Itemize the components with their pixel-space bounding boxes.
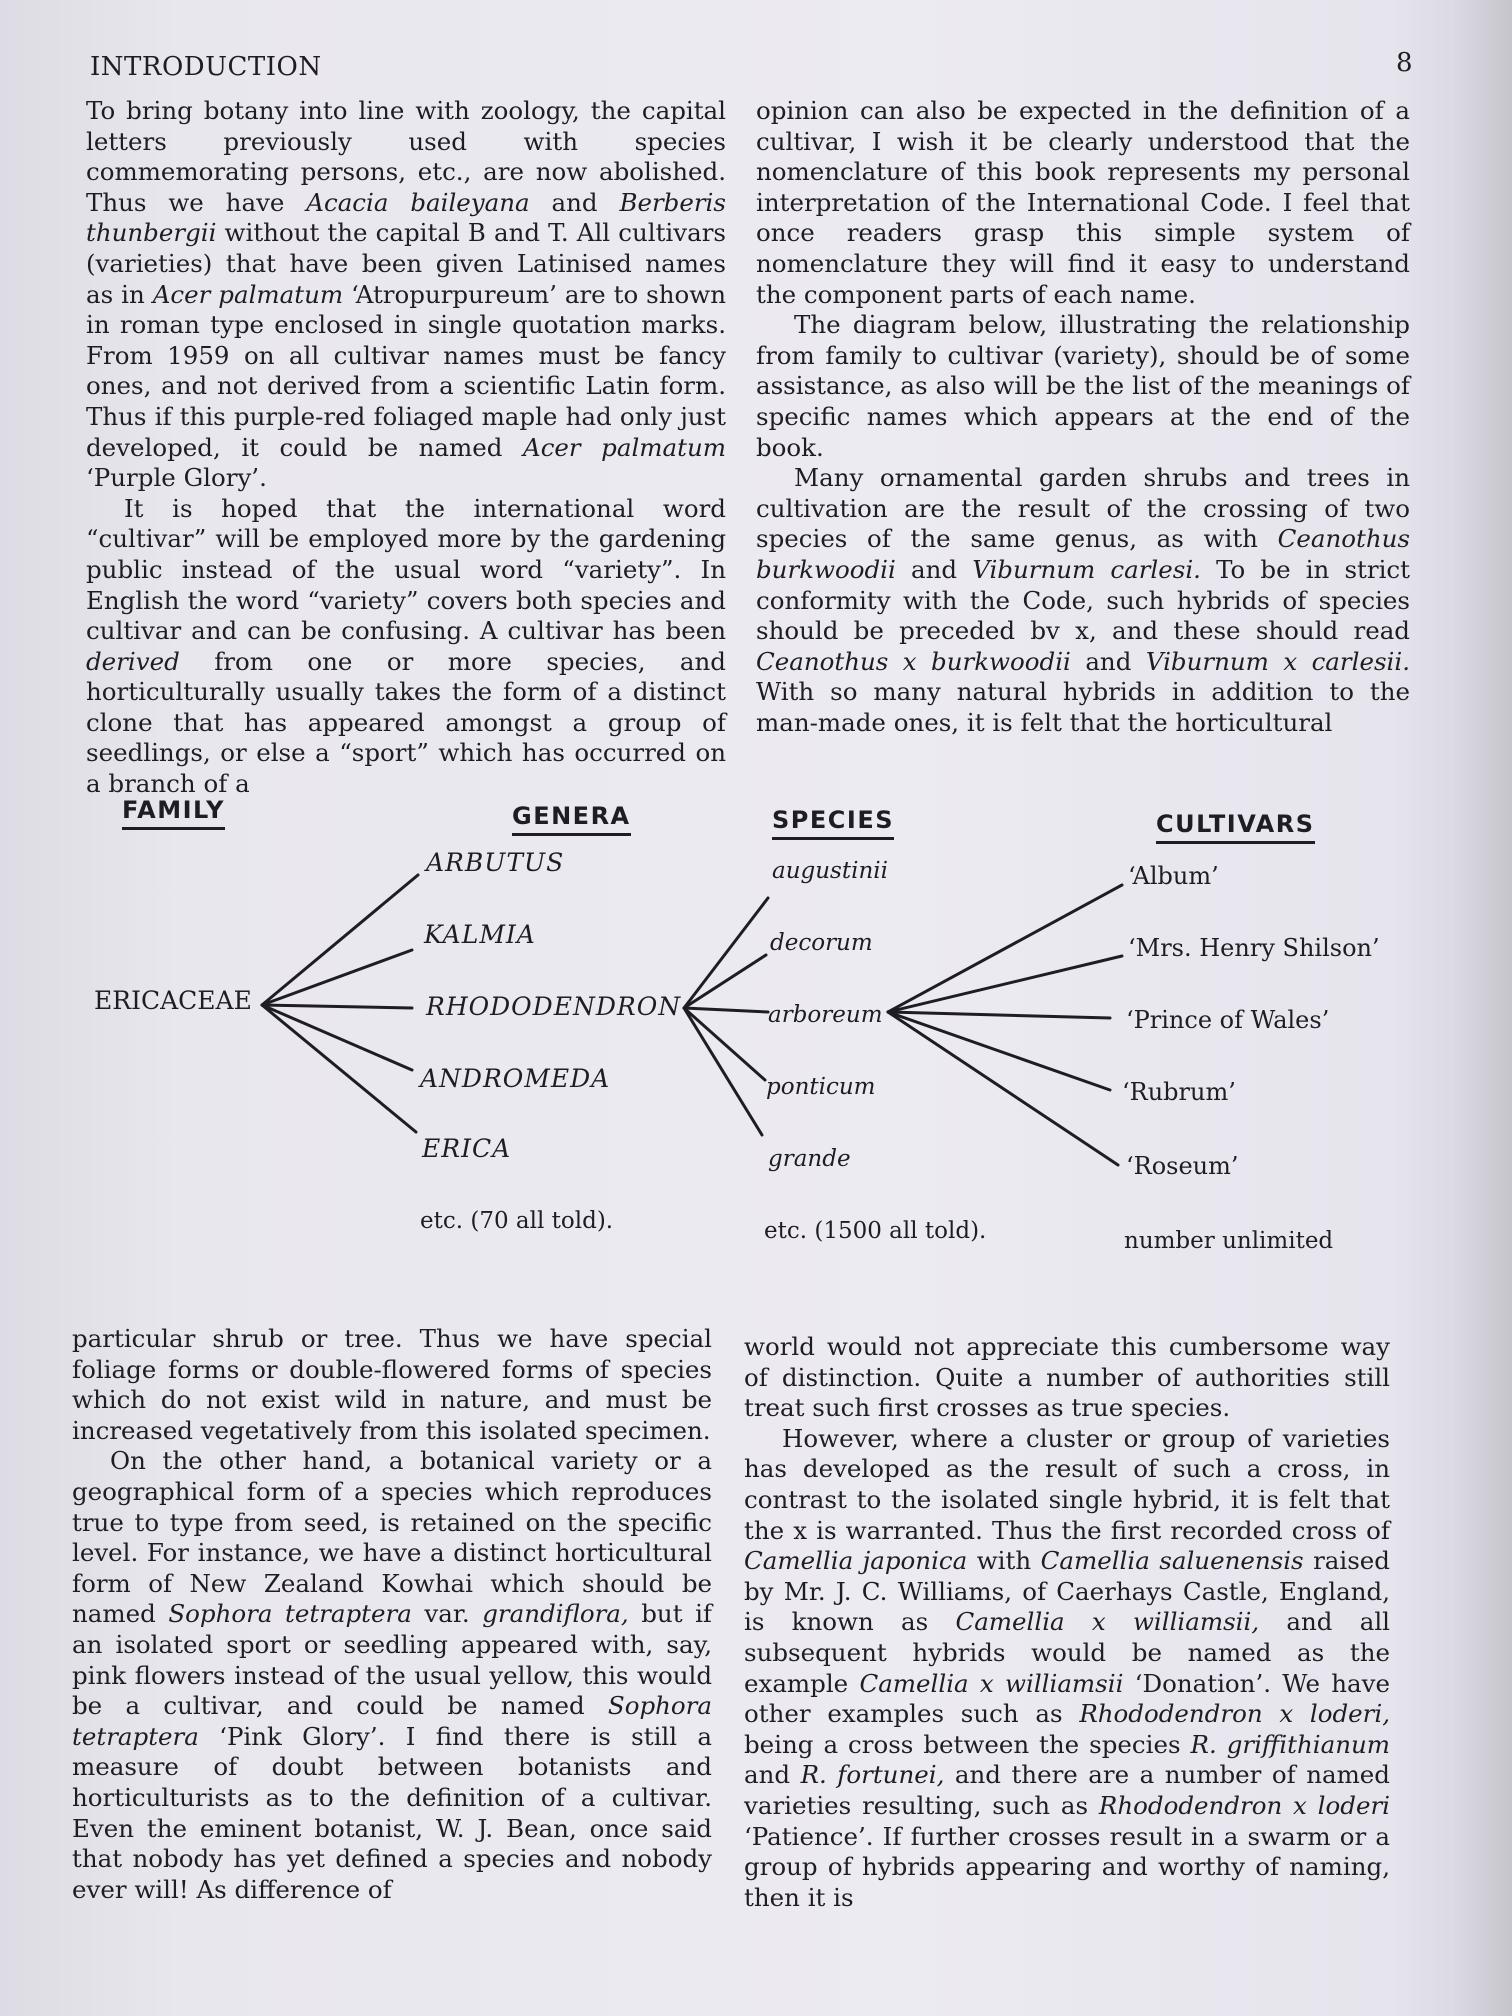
cultivar-item: ‘Roseum’ <box>1126 1152 1239 1180</box>
paragraph: Many ornamental garden shrubs and trees in cultivation are the result of the crossing of two species of the same genus, as with Ceanothus burkwoodii and Viburnum carlesi. To be in strict conformity with the Code, such hybrids of species should be preceded bv x, and these should read Ceanothus x burkwoodii and Viburnum x carlesii. With so many natural hybrids in addition to the man-made ones, it is felt that the horticultural <box>756 463 1410 737</box>
heading-family: FAMILY <box>122 796 225 824</box>
branch-line <box>684 1008 762 1135</box>
genus-item: ARBUTUS <box>426 848 565 877</box>
branch-line <box>684 1008 768 1012</box>
italic-name: Rhododendron x loderi, <box>1079 1699 1391 1729</box>
page-number: 8 <box>1396 48 1413 78</box>
cultivars-note: number unlimited <box>1124 1228 1334 1254</box>
cultivar-item: ‘Rubrum’ <box>1122 1078 1236 1106</box>
species-item: arboreum <box>768 1002 883 1028</box>
italic-name: Acer palmatum <box>152 279 344 309</box>
paragraph: It is hoped that the international word “cultivar” will be employed more by the gardening public instead of the usual word “variety”. In English the word “variety” covers both species and cultivar and can be confusing. A cultivar has been derived from one or more species, and horticulturally usually takes the form of a distinct clone that has appeared amongst a group of seedlings, or else a “sport” which has occurred on a branch of a <box>86 493 726 799</box>
species-item: ponticum <box>766 1074 876 1100</box>
branch-line <box>262 1005 412 1008</box>
italic-name: Camellia x williamsii, <box>955 1607 1260 1637</box>
branch-line <box>888 1012 1118 1165</box>
branch-line <box>684 898 768 1008</box>
branch-line <box>262 1005 412 1070</box>
heading-species: SPECIES <box>772 806 894 834</box>
italic-name: grandiflora, <box>482 1599 629 1629</box>
paragraph: To bring botany into line with zoology, the capital letters previously used with species commemorating persons, etc., are now abolished. Thus we have Acacia baileyana and Berberis thunbergii without the capital B and T. All cultivars (varieties) that have been given Latinised names as in Acer palmatum ‘Atropurpureum’ are to shown in roman type enclosed in single quotation marks. From 1959 on all cultivar names must be fancy ones, and not derived from a scientific Latin form. Thus if this purple-red foliaged maple had only just developed, it could be named Acer palmatum ‘Purple Glory’. <box>86 96 727 493</box>
species-note: etc. (1500 all told). <box>764 1218 987 1244</box>
genus-item: ERICA <box>422 1134 512 1163</box>
branch-line <box>888 885 1122 1012</box>
genus-item: ANDROMEDA <box>420 1064 611 1093</box>
running-head: INTRODUCTION <box>90 52 322 82</box>
italic-name: Sophora tetraptera <box>72 1691 712 1751</box>
species-item: decorum <box>770 930 873 956</box>
cultivar-item: ‘Album’ <box>1128 862 1219 890</box>
branch-line <box>262 950 412 1005</box>
species-item: augustinii <box>772 858 888 884</box>
branch-line <box>262 1005 416 1132</box>
italic-name: Acer palmatum <box>523 432 727 462</box>
italic-name: R. griffithianum <box>1190 1729 1390 1759</box>
species-item: grande <box>768 1146 851 1172</box>
paragraph: particular shrub or tree. Thus we have special foliage forms or double-flowered forms of species which do not exist wild in nature, and must be increased vegetatively from this isolated specimen. <box>72 1324 712 1445</box>
branch-line <box>888 956 1122 1012</box>
branch-line <box>684 1008 765 1080</box>
italic-name: Camellia x williamsii <box>859 1668 1124 1698</box>
branch-line <box>888 1012 1110 1018</box>
paragraph: opinion can also be expected in the definition of a cultivar, I wish it be clearly understood that the nomenclature of this book represents my personal interpretation of the International Code. I feel that once readers grasp this simple system of nomenclature they will find it easy to understand the component parts of each name. <box>756 96 1410 309</box>
genera-note: etc. (70 all told). <box>420 1208 614 1234</box>
italic-name: Ceanothus burkwoodii <box>756 524 1410 584</box>
italic-name: Acacia baileyana <box>306 187 530 217</box>
family-name: ERICACEAE <box>94 986 252 1015</box>
paragraph: The diagram below, illustrating the relationship from family to cultivar (variety), should be of some assistance, as also will be the list of the meanings of specific names which appears at the end of the book. <box>756 310 1410 462</box>
paragraph: On the other hand, a botanical variety or a geographical form of a species which reproduces true to type from seed, is retained on the specific level. For instance, we have a distinct horticultural form of New Zealand Kowhai which should be named Sophora tetraptera var. grandiflora, but if an isolated sport or seedling appeared with, say, pink flowers instead of the usual yellow, this would be a cultivar, and could be named Sophora tetraptera ‘Pink Glory’. I find there is still a measure of doubt between botanists and horticulturists as to the definition of a cultivar. Even the eminent botanist, W. J. Bean, once said that nobody has yet defined a species and nobody ever will! As difference of <box>72 1446 712 1904</box>
cultivar-item: ‘Prince of Wales’ <box>1126 1006 1330 1034</box>
italic-name: Sophora tetraptera <box>168 1599 412 1629</box>
heading-genera: GENERA <box>512 802 631 830</box>
paragraph: world would not appreciate this cumbersome way of distinction. Quite a number of authorities still treat such first crosses as true species. <box>744 1332 1390 1423</box>
italic-name: Rhododendron x loderi <box>1098 1790 1390 1820</box>
paragraph: However, where a cluster or group of varieties has developed as the result of such a cross, in contrast to the isolated single hybrid, it is felt that the x is warranted. Thus the first recorded cross of Camellia japonica with Camellia saluenensis raised by Mr. J. C. Williams, of Caerhays Castle, England, is known as Camellia x williamsii, and all subsequent hybrids would be named as the example Camellia x williamsii ‘Donation’. We have other examples such as Rhododendron x loderi, being a cross between the species R. griffithianum and R. fortunei, and there are a number of named varieties resulting, such as Rhododendron x loderi ‘Patience’. If further crosses result in a swarm or a group of hybrids appearing and worthy of naming, then it is <box>744 1423 1391 1912</box>
genus-item: KALMIA <box>424 920 536 949</box>
text-column-bottom-left <box>72 1324 712 1905</box>
italic-name: R. fortunei, <box>800 1760 945 1790</box>
branch-line <box>262 875 418 1005</box>
branch-line <box>888 1012 1110 1090</box>
classification-diagram <box>0 780 1512 1280</box>
branch-line <box>684 955 766 1008</box>
italic-name: Berberis thunbergii <box>86 187 726 248</box>
cultivar-item: ‘Mrs. Henry Shilson’ <box>1128 934 1380 962</box>
text-column-top-right <box>756 96 1410 738</box>
italic-name: Viburnum carlesi. <box>972 554 1201 584</box>
italic-name: Ceanothus x burkwoodii <box>756 646 1071 676</box>
italic-name: Viburnum x carlesii. <box>1145 646 1410 676</box>
italic-name: Camellia japonica <box>744 1546 968 1576</box>
text-column-top-left <box>86 96 726 800</box>
heading-cultivars: CULTIVARS <box>1156 810 1315 838</box>
genus-item: RHODODENDRON <box>426 992 682 1021</box>
italic-name: Camellia saluenensis <box>1040 1546 1304 1576</box>
text-column-bottom-right <box>744 1332 1390 1913</box>
italic-name: derived <box>86 646 180 676</box>
